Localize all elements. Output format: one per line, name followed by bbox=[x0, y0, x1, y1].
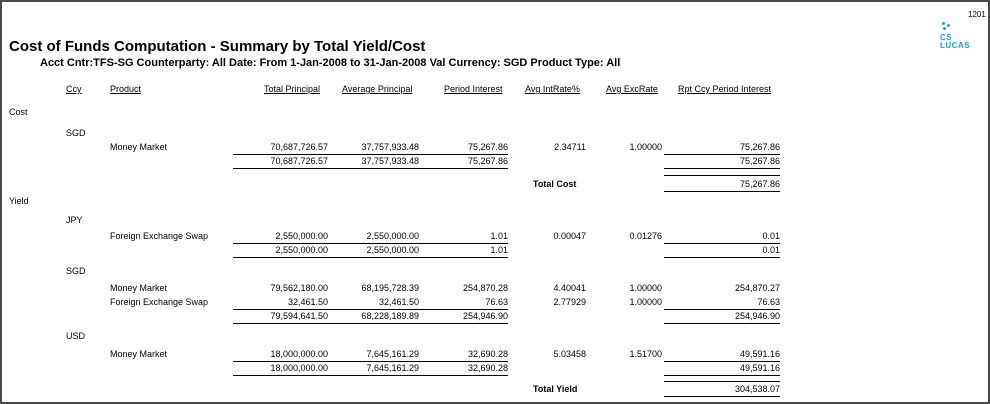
avg-excrate-value: 1.00000 bbox=[629, 297, 662, 307]
subtotal-rpt-ccy: 75,267.86 bbox=[739, 156, 780, 166]
col-header-total-principal: Total Principal bbox=[264, 84, 321, 94]
ccy-label-cost-sgd: SGD bbox=[66, 128, 86, 138]
subtotal-rule bbox=[233, 361, 508, 362]
subtotal-rule bbox=[664, 168, 780, 169]
rpt-ccy-value: 49,591.16 bbox=[739, 349, 780, 359]
total-rule bbox=[664, 396, 780, 397]
col-header-avg-excrate: Avg ExcRate bbox=[606, 84, 658, 94]
subtotal-average-principal: 7,645,161.29 bbox=[366, 363, 419, 373]
period-interest-value: 76.63 bbox=[485, 297, 508, 307]
subtotal-average-principal: 37,757,933.48 bbox=[361, 156, 419, 166]
total-principal-value: 70,687,726.57 bbox=[270, 142, 328, 152]
subtotal-rpt-ccy: 0.01 bbox=[762, 245, 780, 255]
ccy-label-yield-usd: USD bbox=[66, 331, 86, 341]
logo-text-line1: CS bbox=[940, 33, 953, 42]
page-number: 1201 bbox=[968, 10, 986, 19]
col-header-ccy: Ccy bbox=[66, 84, 82, 94]
average-principal-value: 68,195,728.39 bbox=[361, 283, 419, 293]
col-header-period-interest: Period Interest bbox=[444, 84, 503, 94]
product-name: Money Market bbox=[110, 349, 168, 359]
section-label-yield: Yield bbox=[9, 196, 29, 206]
subtotal-average-principal: 68,228,189.89 bbox=[361, 311, 419, 321]
period-interest-value: 254,870.28 bbox=[462, 283, 508, 293]
rpt-ccy-value: 76.63 bbox=[757, 297, 780, 307]
subtotal-rule bbox=[233, 309, 508, 310]
rpt-ccy-value: 75,267.86 bbox=[739, 142, 780, 152]
average-principal-value: 7,645,161.29 bbox=[366, 349, 419, 359]
subtotal-rule bbox=[664, 361, 780, 362]
subtotal-period-interest: 254,946.90 bbox=[462, 311, 508, 321]
total-yield-label: Total Yield bbox=[533, 384, 578, 394]
avg-intrate-value: 2.34711 bbox=[554, 142, 586, 152]
product-name: Money Market bbox=[110, 283, 168, 293]
subtotal-average-principal: 2,550,000.00 bbox=[366, 245, 419, 255]
subtotal-rule bbox=[664, 375, 780, 376]
total-cost-label: Total Cost bbox=[533, 179, 577, 189]
avg-intrate-value: 0.00047 bbox=[553, 231, 586, 241]
subtotal-rule bbox=[664, 243, 780, 244]
col-header-avg-intrate: Avg IntRate% bbox=[525, 84, 580, 94]
subtotal-total-principal: 18,000,000.00 bbox=[270, 363, 328, 373]
subtotal-period-interest: 1.01 bbox=[490, 245, 508, 255]
subtotal-total-principal: 79,594,641.50 bbox=[270, 311, 328, 321]
subtotal-rule bbox=[233, 257, 508, 258]
period-interest-value: 32,690.28 bbox=[467, 349, 508, 359]
col-header-product: Product bbox=[110, 84, 142, 94]
period-interest-value: 75,267.86 bbox=[467, 142, 508, 152]
rpt-ccy-value: 0.01 bbox=[762, 231, 780, 241]
subtotal-period-interest: 75,267.86 bbox=[467, 156, 508, 166]
logo-text-line2: LUCAS bbox=[940, 41, 971, 50]
subtotal-rule bbox=[664, 323, 780, 324]
avg-excrate-value: 1.00000 bbox=[629, 283, 662, 293]
subtotal-rule bbox=[664, 309, 780, 310]
total-principal-value: 2,550,000.00 bbox=[275, 231, 328, 241]
average-principal-value: 32,461.50 bbox=[378, 297, 419, 307]
subtotal-rule bbox=[664, 154, 780, 155]
product-name: Foreign Exchange Swap bbox=[110, 231, 209, 241]
section-label-cost: Cost bbox=[9, 107, 28, 117]
average-principal-value: 37,757,933.48 bbox=[361, 142, 419, 152]
subtotal-total-principal: 70,687,726.57 bbox=[270, 156, 328, 166]
subtotal-rule bbox=[664, 257, 780, 258]
ccy-label-yield-sgd: SGD bbox=[66, 266, 86, 276]
product-name: Foreign Exchange Swap bbox=[110, 297, 209, 307]
avg-intrate-value: 2.77929 bbox=[553, 297, 586, 307]
total-rule bbox=[664, 175, 780, 176]
report-title: Cost of Funds Computation - Summary by Total Yield/Cost bbox=[9, 38, 426, 55]
rpt-ccy-value: 254,870.27 bbox=[734, 283, 780, 293]
period-interest-value: 1.01 bbox=[490, 231, 508, 241]
total-principal-value: 79,562,180.00 bbox=[270, 283, 328, 293]
total-rule bbox=[664, 381, 780, 382]
average-principal-value: 2,550,000.00 bbox=[366, 231, 419, 241]
total-rule bbox=[664, 191, 780, 192]
subtotal-rule bbox=[233, 168, 508, 169]
ccy-label-yield-jpy: JPY bbox=[66, 215, 83, 225]
total-cost-value: 75,267.86 bbox=[739, 179, 780, 189]
subtotal-rpt-ccy: 49,591.16 bbox=[739, 363, 780, 373]
product-name: Money Market bbox=[110, 142, 168, 152]
subtotal-rule bbox=[233, 323, 508, 324]
avg-intrate-value: 4.40041 bbox=[553, 283, 586, 293]
col-header-rpt-ccy-period-interest: Rpt Ccy Period Interest bbox=[678, 84, 772, 94]
avg-excrate-value: 0.01276 bbox=[629, 231, 662, 241]
subtotal-rule bbox=[233, 243, 508, 244]
subtotal-period-interest: 32,690.28 bbox=[467, 363, 508, 373]
total-principal-value: 32,461.50 bbox=[287, 297, 328, 307]
total-principal-value: 18,000,000.00 bbox=[270, 349, 328, 359]
subtotal-total-principal: 2,550,000.00 bbox=[275, 245, 328, 255]
avg-excrate-value: 1.00000 bbox=[629, 142, 662, 152]
total-yield-value: 304,538.07 bbox=[734, 384, 780, 394]
avg-excrate-value: 1.51700 bbox=[629, 349, 662, 359]
report-subtitle: Acct Cntr:TFS-SG Counterparty: All Date: From 1-Jan-2008 to 31-Jan-2008 Val Currency: SGD Product Type: All bbox=[40, 57, 621, 69]
subtotal-rule bbox=[233, 375, 508, 376]
avg-intrate-value: 5.03458 bbox=[553, 349, 586, 359]
subtotal-rpt-ccy: 254,946.90 bbox=[734, 311, 780, 321]
subtotal-rule bbox=[233, 154, 508, 155]
col-header-average-principal: Average Principal bbox=[342, 84, 413, 94]
